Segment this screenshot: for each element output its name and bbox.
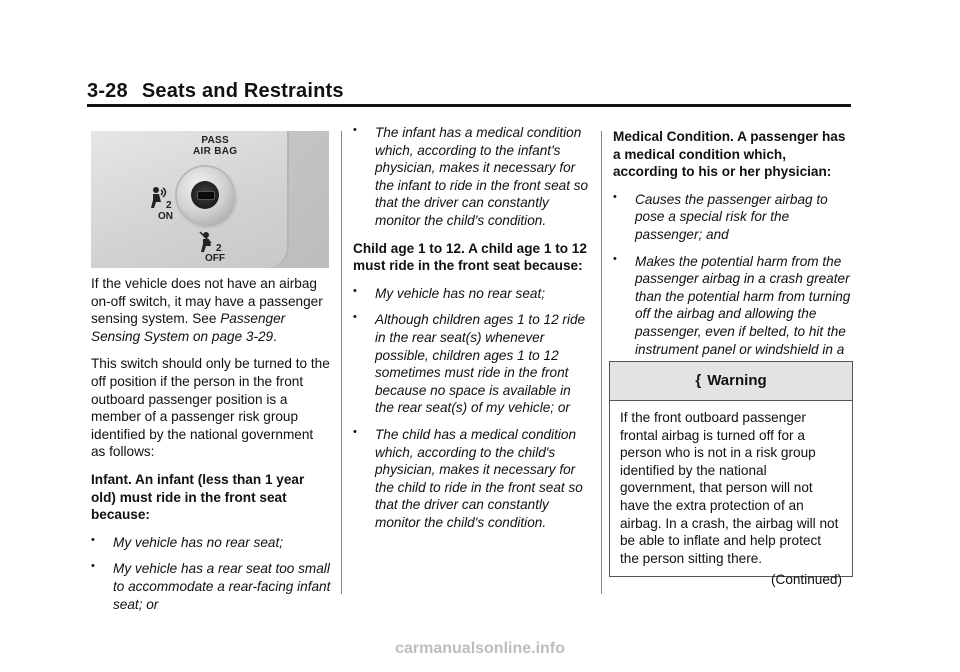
list-item: • Causes the passenger airbag to pose a special risk for the passenger; and bbox=[613, 191, 853, 244]
section-title: Seats and Restraints bbox=[141, 80, 344, 102]
warning-header bbox=[610, 362, 852, 401]
pass-airbag-label bbox=[193, 135, 237, 157]
child-heading: Child age 1 to 12. A child age 1 to 12 must ride in the front seat because: bbox=[353, 240, 587, 274]
off-icon-number: 2 bbox=[216, 243, 222, 253]
intro-end: . bbox=[273, 328, 277, 344]
column-divider-2 bbox=[601, 131, 602, 594]
list-item: • Although children ages 1 to 12 ride in the rear seat(s) whenever possible, children ages 1 to 12 sometimes must ride in the front because no space is available in the rear seat(s) of my vehicle; or bbox=[353, 311, 593, 417]
warning-icon: { bbox=[695, 372, 702, 389]
lock-inner bbox=[191, 181, 219, 209]
pass-label: PASS bbox=[201, 135, 230, 146]
list-item: • My vehicle has no rear seat; bbox=[353, 285, 593, 303]
on-icon-number: 2 bbox=[166, 200, 172, 210]
warning-title: Warning bbox=[707, 372, 767, 389]
column-1 bbox=[91, 275, 331, 623]
intro-text: If the vehicle does not have an airbag on-off switch, it may have a passenger sensing system. See bbox=[91, 276, 323, 327]
infant-bullet-continued bbox=[353, 124, 593, 230]
warning-text: If the front outboard passenger frontal airbag is turned off for a person who is not in a risk group identified by the national government, that person will not have the extra protection of an airbag. In a crash, the airbag will not be able to inflate and help protect the person sitting there. bbox=[620, 410, 839, 566]
intro-paragraph bbox=[91, 275, 331, 345]
airbag-switch-photo bbox=[91, 131, 329, 268]
list-item: • My vehicle has a rear seat too small to accommodate a rear-facing infant seat; or bbox=[91, 560, 331, 613]
infant-bullet-list bbox=[91, 534, 331, 613]
column-3 bbox=[613, 128, 853, 386]
header-rule bbox=[87, 104, 851, 107]
key-slot bbox=[197, 191, 215, 200]
off-label: OFF bbox=[205, 253, 225, 264]
infant-heading: Infant. An infant (less than 1 year old) must ride in the front seat because: bbox=[91, 471, 305, 523]
passenger-sensing-link[interactable]: Passenger Sensing System on page 3-29 bbox=[91, 311, 286, 344]
medical-heading: Medical Condition. A passenger has a medical condition which, according to his or her physician: bbox=[613, 129, 846, 180]
list-item: • My vehicle has no rear seat; bbox=[91, 534, 331, 552]
on-label: ON bbox=[158, 211, 173, 222]
list-item: • The child has a medical condition which, according to the child's physician, makes it necessary for the child to ride in the front seat so that the driver can constantly monitor the child's condition. bbox=[353, 426, 593, 532]
air-bag-label: AIR BAG bbox=[193, 146, 238, 157]
key-lock-cylinder bbox=[177, 167, 233, 223]
medical-bullet-list bbox=[613, 191, 853, 376]
continued-label: (Continued) bbox=[770, 572, 842, 588]
list-item: • The infant has a medical condition which, according to the infant's physician, makes it necessary for the infant to ride in the front seat so that the driver can constantly monitor the child's condition. bbox=[353, 124, 593, 230]
child-bullet-list bbox=[353, 285, 593, 532]
watermark: carmanualsonline.info bbox=[395, 640, 565, 657]
column-2 bbox=[353, 124, 593, 541]
passenger-on-icon bbox=[149, 186, 175, 210]
page-header bbox=[87, 80, 344, 103]
list-item: • Makes the potential harm from the passenger airbag in a crash greater than the potential harm from turning off the airbag and allowing the passenger, even if belted, to hit the instrument panel or windshield in a bbox=[613, 253, 853, 376]
switch-paragraph: This switch should only be turned to the off position if the person in the front outboard passenger position is a member of a passenger risk group identified by the national government as follows: bbox=[91, 356, 330, 460]
warning-box bbox=[609, 361, 853, 588]
page-number: 3-28 bbox=[87, 80, 128, 102]
column-divider-1 bbox=[341, 131, 342, 594]
warning-body bbox=[610, 401, 852, 589]
passenger-off-icon bbox=[199, 231, 225, 253]
